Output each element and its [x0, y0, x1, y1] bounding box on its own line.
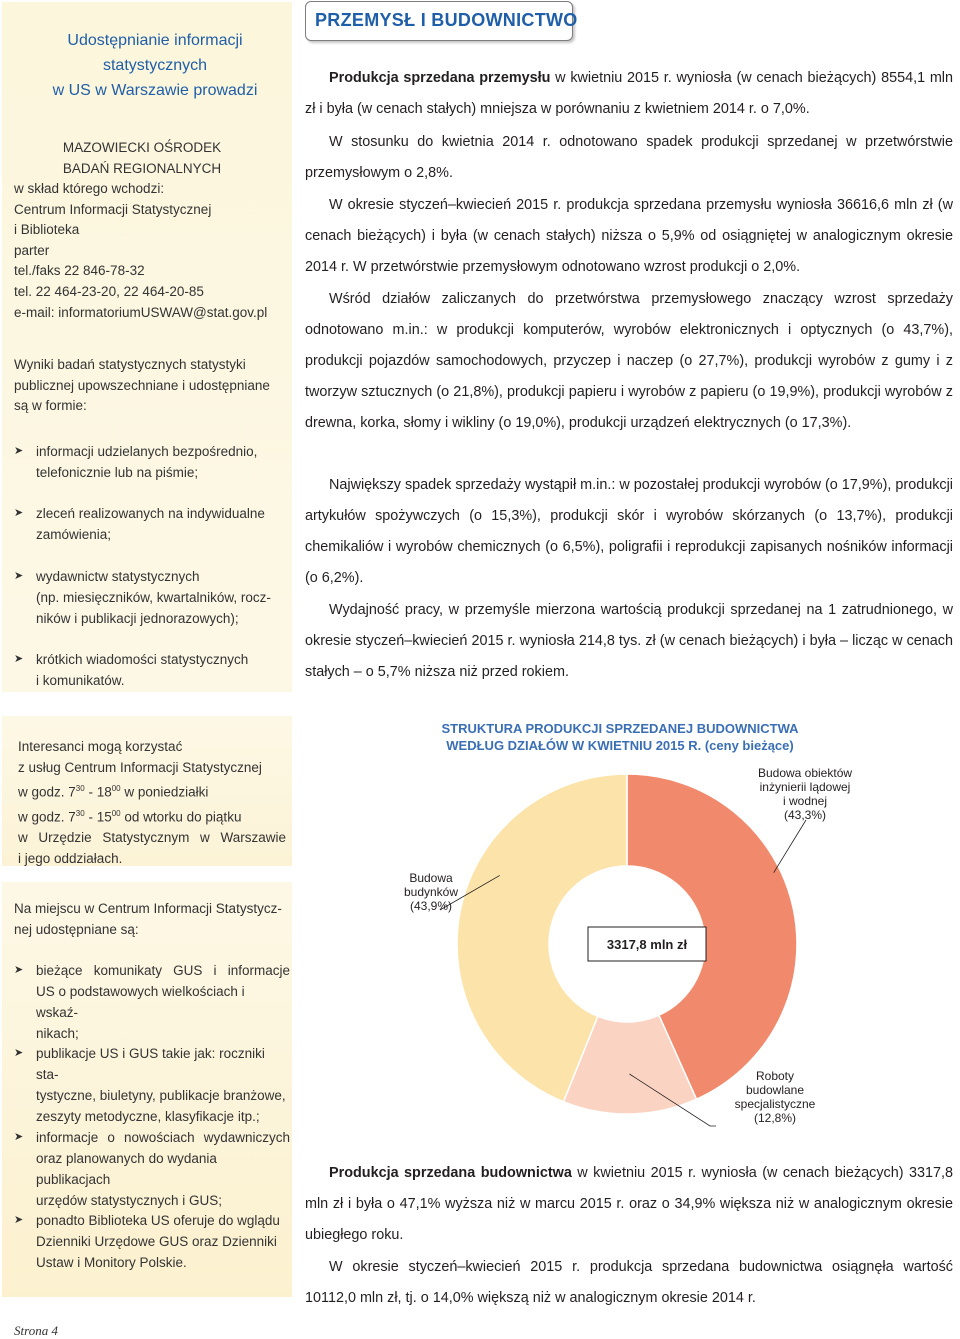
hours-line: i jego oddziałach. — [18, 851, 123, 866]
hours-line: z usług Centrum Informacji Statystycznej — [18, 760, 262, 775]
org-contact-line: w skład którego wchodzi: — [14, 181, 165, 196]
paragraph-construction-jan-apr — [305, 1252, 953, 1314]
onsite-intro-line: Na miejscu w Centrum Informacji Statystycz- — [14, 901, 282, 916]
list-item-text: urzędów statystycznych i GUS; — [36, 1193, 223, 1208]
chart-title-line: STRUKTURA PRODUKCJI SPRZEDANEJ BUDOWNICTWA — [441, 721, 799, 736]
paragraph-text: w kwietniu 2015 r. wyniosła (w cenach bieżących) 8554,1 mln zł i była (w cenach stałych) mniejsza w porównaniu z kwietniem 2014 r. o 7,0%. — [305, 70, 954, 117]
list-item-text: krótkich wiadomości statystycznych — [36, 652, 249, 667]
list-item-text: wydawnictw statystycznych — [36, 569, 200, 584]
list-item-text: (np. miesięczników, kwartalników, rocz- — [36, 590, 271, 605]
paragraph-text: W okresie styczeń–kwiecień 2015 r. produkcja sprzedana budownictwa osiągnęła wartość 10112,0 mln zł, tj. o 14,0% większą niż w analogicznym okresie 2014 r. — [305, 1259, 953, 1306]
sidebar-title — [20, 28, 290, 103]
paragraph-jan-apr-industry — [305, 190, 953, 283]
hours-line: w godz. $7^{30} - 18^{00}$ w poniedziałki — [18, 784, 209, 800]
paragraph-decline-sectors — [305, 470, 953, 594]
list-item-text: bieżące komunikaty GUS i informacje — [36, 963, 290, 978]
chart-title-line: WEDŁUG DZIAŁÓW W KWIETNIU 2015 R. (ceny bieżące) — [446, 738, 794, 753]
paragraph-construction-sales — [305, 1158, 953, 1251]
org-phone: tel. 22 464-23-20, 22 464-20-85 — [14, 283, 204, 299]
paragraph-processing-decline — [305, 127, 953, 189]
list-item-text: zleceń realizowanych na indywidualne — [36, 506, 265, 521]
sidebar-title-line: statystycznych — [102, 57, 208, 74]
list-item-text: US o podstawowych wielkościach i wskaź- — [36, 984, 245, 1020]
opening-hours — [18, 736, 286, 869]
list-item-text: telefonicznie lub na piśmie; — [36, 465, 199, 480]
sidebar-title-line: w US w Warszawie prowadzi — [52, 82, 258, 99]
arrow-bullet-icon: ➤ — [14, 507, 24, 519]
section-title: PRZEMYSŁ I BUDOWNICTWO — [315, 10, 578, 30]
org-contact-line: parter — [14, 242, 50, 258]
onsite-intro-line: nej udostępniane są: — [14, 922, 139, 937]
onsite-list-item — [14, 1127, 290, 1211]
pie-slice-label-civil: Budowa obiektów inżynierii lądowej i wodnej (43,3%) — [757, 766, 853, 822]
list-item-text: Ustaw i Monitory Polskie. — [36, 1255, 187, 1270]
paragraph-text: Wydajność pracy, w przemyśle mierzona wartością produkcji sprzedanej na 1 zatrudnionego, w okresie styczeń–kwiecień 2015 r. wyniosła 214,8 tys. zł (w cenach bieżących) i była – licząc w cenach stałych – o 5,7% niższa niż przed rokiem. — [305, 602, 953, 680]
paragraph-industry-sales — [305, 63, 953, 125]
paragraph-lead: Produkcja sprzedana przemysłu — [329, 70, 551, 86]
org-name-line: BADAŃ REGIONALNYCH — [62, 160, 222, 176]
arrow-bullet-icon: ➤ — [14, 570, 24, 582]
list-item-text: informacje o nowościach wydawniczych — [36, 1130, 290, 1145]
paragraph-productivity — [305, 595, 953, 688]
paragraph-lead: Produkcja sprzedana budownictwa — [329, 1165, 572, 1181]
pie-center-label: 3317,8 mln zł — [606, 937, 688, 952]
list-item-text: i komunikatów. — [36, 673, 125, 688]
org-name — [12, 138, 272, 179]
org-phone-fax: tel./faks 22 846-78-32 — [14, 263, 145, 279]
chart-title — [390, 720, 850, 754]
hours-line: Interesanci mogą korzystać — [18, 739, 183, 754]
forms-list-item — [14, 649, 290, 691]
list-item-text: nikach; — [36, 1026, 79, 1041]
pie-slice-label-buildings: Budowa budynków (43,9%) — [403, 871, 459, 913]
pie-leader-line — [774, 820, 806, 873]
page-number: Strona 4 — [14, 1323, 58, 1338]
list-item-text: zeszyty metodyczne, klasyfikacje itp.; — [36, 1109, 260, 1124]
forms-list-item — [14, 441, 290, 483]
list-item-text: Dzienniki Urzędowe GUS oraz Dzienniki — [36, 1234, 277, 1249]
arrow-bullet-icon: ➤ — [14, 1131, 24, 1143]
list-item-text: oraz planowanych do wydania publikacjach — [36, 1151, 217, 1187]
forms-list-item — [14, 503, 290, 545]
paragraph-text: W stosunku do kwietnia 2014 r. odnotowano spadek produkcji sprzedanej w przetwórstwie przemysłowym o 2,8%. — [305, 134, 953, 181]
forms-list-item — [14, 566, 290, 629]
onsite-list-item — [14, 1210, 290, 1273]
paragraph-growth-sectors — [305, 284, 953, 439]
forms-intro-line: są w formie: — [14, 398, 87, 414]
forms-intro-line: publicznej upowszechniane i udostępniane — [14, 377, 270, 393]
arrow-bullet-icon: ➤ — [14, 964, 24, 976]
paragraph-text: w kwietniu 2015 r. wyniosła (w cenach bieżących) 3317,8 mln zł i była o 47,1% wyższa niż w marcu 2015 r. oraz o 34,9% większa niż w analogicznym okresie ubiegłego roku. — [305, 1165, 953, 1243]
paragraph-text: Największy spadek sprzedaży wystąpił m.in.: w pozostałej produkcji wyrobów (o 17,9%), produkcji artykułów spożywczych (o 15,3%), produkcji skór i wyrobów skórzanych (o 13,7%), produkcji chemikaliów i wyrobów chemicznych (o 6,5%), poligrafii i reprodukcji zapisanych nośników informacji (o 6,2%). — [305, 477, 953, 586]
arrow-bullet-icon: ➤ — [14, 1214, 24, 1226]
list-item-text: ników i publikacji jednorazowych); — [36, 611, 239, 626]
list-item-text: informacji udzielanych bezpośrednio, — [36, 444, 258, 459]
paragraph-text: W okresie styczeń–kwiecień 2015 r. produkcja sprzedana przemysłu wyniosła 36616,6 mln zł (w cenach bieżących) i była (w cenach stałych) niższa o 5,9% od osiągniętej w analogicznym okresie 2014 r. W przetwórstwie przemysłowym odnotowano wzrost produkcji o 2,0%. — [305, 197, 953, 275]
onsite-intro — [14, 898, 288, 940]
list-item-text: tystyczne, biuletyny, publikacje branżowe, — [36, 1088, 286, 1103]
list-item-text: publikacje US i GUS takie jak: roczniki sta- — [36, 1046, 265, 1082]
list-item-text: ponadto Biblioteka US oferuje do wglądu — [36, 1213, 280, 1228]
arrow-bullet-icon: ➤ — [14, 445, 24, 457]
hours-line: w Urzędzie Statystycznym w Warszawie — [18, 830, 286, 845]
org-contact-line: Centrum Informacji Statystycznej — [14, 201, 212, 217]
org-name-line: MAZOWIECKI OŚRODEK — [62, 140, 222, 155]
list-item-text: zamówienia; — [36, 527, 112, 542]
pie-slice-label-specialist: Roboty budowlane specjalistyczne (12,8%) — [734, 1069, 816, 1125]
onsite-list-item — [14, 1043, 290, 1127]
org-email[interactable]: e-mail: informatoriumUSWAW@stat.gov.pl — [14, 304, 268, 320]
forms-intro-line: Wyniki badań statystycznych statystyki — [14, 357, 246, 372]
paragraph-text: Wśród działów zaliczanych do przetwórstwa przemysłowego znaczący wzrost sprzedaży odnotowano m.in.: w produkcji komputerów, wyrobów elektronicznych i optycznych (o 43,7%), produkcji pojazdów samochodowych, przyczep i naczep (o 27,7%), produkcji wyrobów z gumy i z tworzyw sztucznych (o 21,8%), produkcji papieru i wyrobów z papieru (o 19,9%), produkcji wyrobów z drewna, korka, słomy i wikliny (o 19,0%), produkcji urządzeń elektrycznych (o 17,3%). — [305, 291, 953, 431]
org-contact — [14, 179, 290, 323]
forms-intro — [14, 355, 290, 417]
sidebar-title-line: Udostępnianie informacji — [67, 32, 243, 49]
arrow-bullet-icon: ➤ — [14, 1047, 24, 1059]
onsite-list-item — [14, 960, 290, 1044]
org-contact-line: i Biblioteka — [14, 222, 80, 238]
arrow-bullet-icon: ➤ — [14, 653, 24, 665]
hours-line: w godz. $7^{30} - 15^{00}$ od wtorku do piątku — [18, 808, 242, 824]
